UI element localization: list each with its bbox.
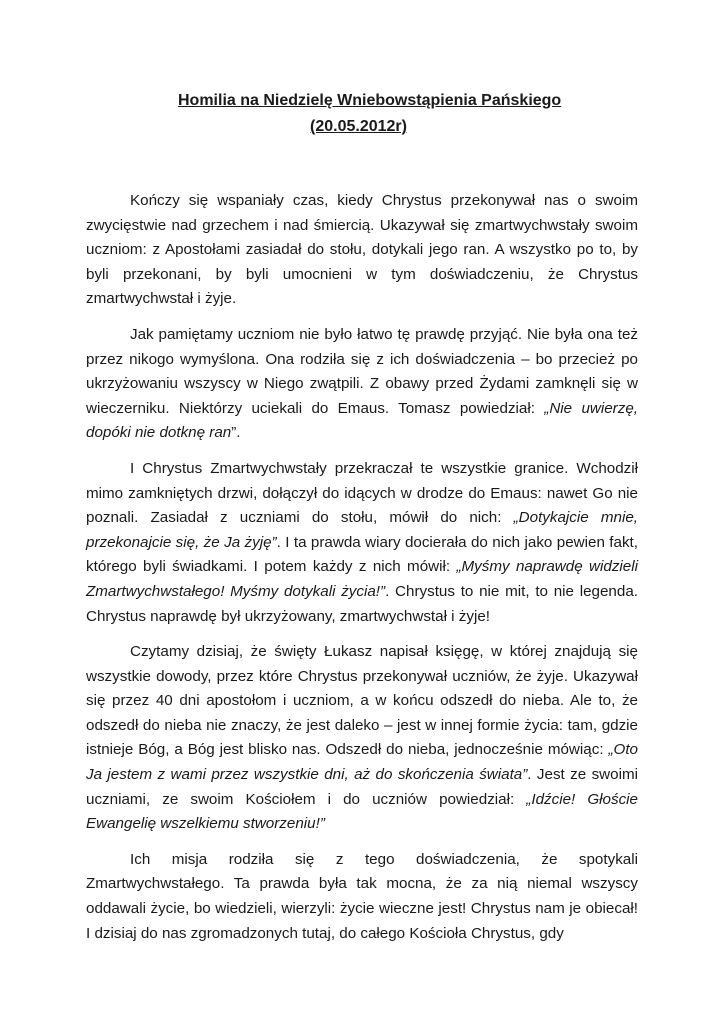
paragraph [86,323,638,446]
document-body [86,189,638,957]
quote-text: „Idźcie! Głoście Ewangelię wszelkiemu stworzeniu!” [86,790,638,833]
paragraph [86,457,638,629]
paragraph-text: . Jest ze swoimi uczniami, ze swoim Kościołem i do uczniów powiedział: [86,766,638,808]
paragraph-text: ”. [231,424,241,442]
document-title [0,88,724,140]
quote-text: „Oto Ja jestem z wami przez wszystkie dni, aż do skończenia świata” [86,741,638,784]
paragraph-text: Ich misja rodziła się z tego doświadczenia, że spotykali Zmartwychwstałego. Ta prawda była tak mocna, że za nią niemal wszyscy oddawali życie, bo wiedzieli, wierzyli: życie wieczne jest! Chrystus nam je obiecał! I dzisiaj do nas zgromadzonych tutaj, do całego Kościoła Chrystus, gdy [86,850,638,942]
paragraph-text: I Chrystus Zmartwychwstały przekraczał te wszystkie granice. Wchodził mimo zamkniętych drzwi, dołączył do idących w drodze do Emaus: nawet Go nie poznali. Zasiadał z uczniami do stołu, mówił do nich: [86,459,638,527]
quote-text: „Dotykajcie mnie, przekonajcie się, że Ja żyję” [86,509,638,551]
title-line-2: (20.05.2012r) [310,118,407,135]
paragraph [86,848,638,946]
title-line-1: Homilia na Niedzielę Wniebowstąpienia Pańskiego [178,92,562,109]
paragraph-text: Czytamy dzisiaj, że święty Łukasz napisał księgę, w której znajdują się wszystkie dowody, przez które Chrystus przekonywał uczniów, że żyje. Ukazywał się przez 40 dni apostołom i uczniom, a w końcu odszedł do nieba. Ale to, że odszedł do nieba nie znaczy, że jest daleko – jest w innej formie życia: tam, gdzie istnieje Bóg, a Bóg jest blisko nas. Odszedł do nieba, jednocześnie mówiąc: [86,643,638,759]
paragraph-text: . Chrystus to nie mit, to nie legenda. Chrystus naprawdę był ukrzyżowany, zmartwychwstał i żyje! [86,582,638,625]
quote-text: „Myśmy naprawdę widzieli Zmartwychwstałego! Myśmy dotykali życia!” [86,558,638,600]
paragraph-text: Kończy się wspaniały czas, kiedy Chrystus przekonywał nas o swoim zwycięstwie nad grzechem i nad śmiercią. Ukazywał się zmartwychwstały swoim uczniom: z Apostołami zasiadał do stołu, dotykali jego ran. A wszystko po to, by byli przekonani, by byli umocnieni w tym doświadczeniu, że Chrystus zmartwychwstał i żyje. [86,192,638,308]
paragraph [86,189,638,312]
quote-text: „Nie uwierzę, dopóki nie dotknę ran [86,399,638,442]
paragraph [86,640,638,837]
paragraph-text: Jak pamiętamy uczniom nie było łatwo tę prawdę przyjąć. Nie była ona też przez nikogo wymyślona. Ona rodziła się z ich doświadczenia – bo przecież po ukrzyżowaniu wszyscy w Niego zwątpili. Z obawy przed Żydami zamknęli się w wieczerniku. Niektórzy uciekali do Emaus. Tomasz powiedział: [86,325,638,417]
paragraph-text: . I ta prawda wiary docierała do nich jako pewien fakt, którego byli świadkami. I potem każdy z nich mówił: [86,533,638,576]
